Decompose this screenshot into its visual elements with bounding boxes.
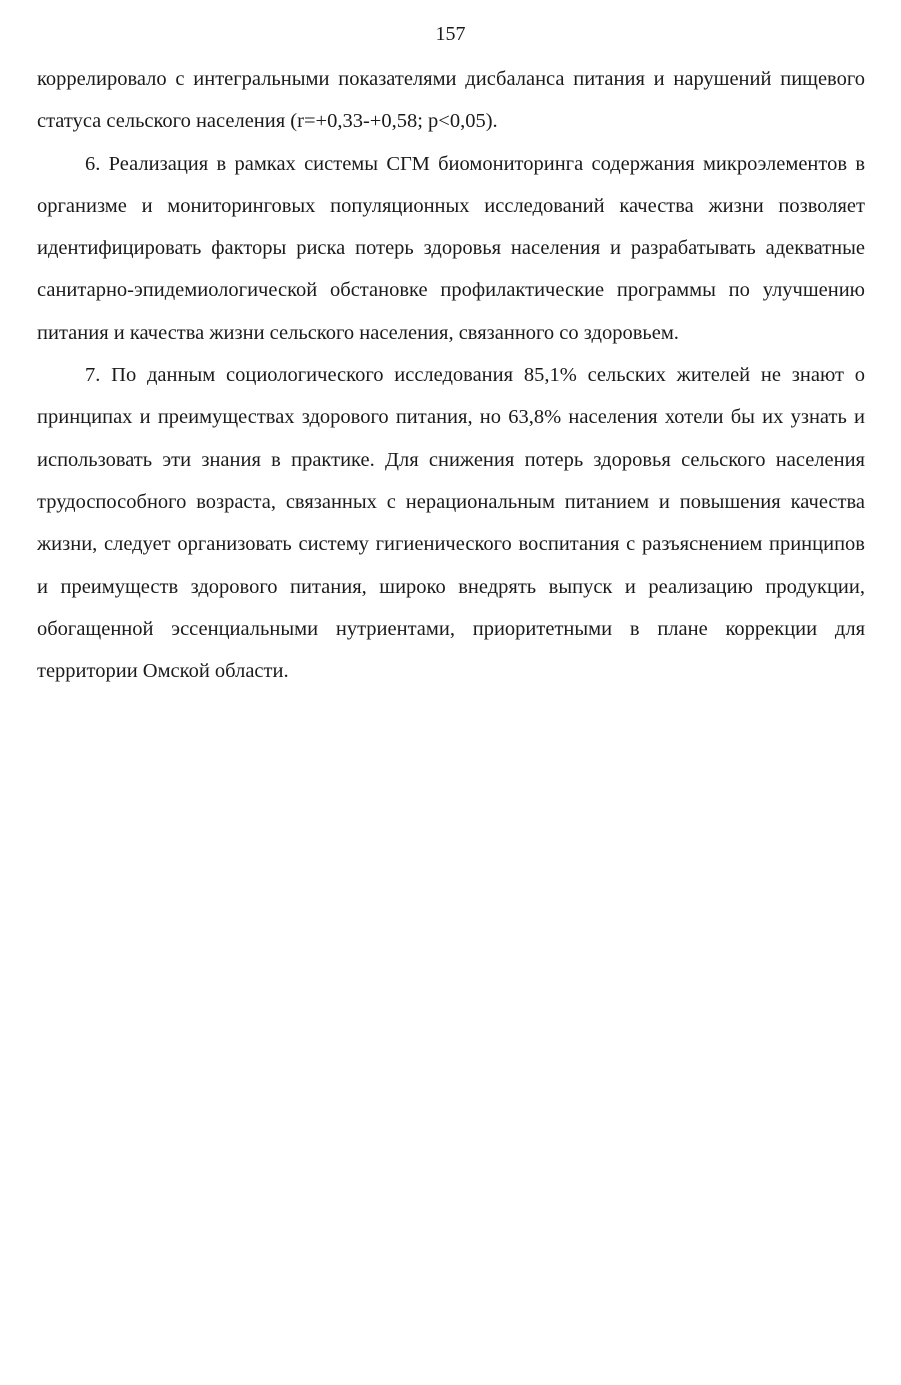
paragraph-item-7: 7. По данным социологического исследования 85,1% сельских жителей не знают о принципах и преимуществах здорового питания, но 63,8% населения хотели бы их узнать и использовать эти знания в практике. Для снижения потерь здоровья сельского населения трудоспособного возраста, связанных с нерациональным питанием и повышения качества жизни, следует организовать систему гигиенического воспитания с разъяснением принципов и преимуществ здорового питания, широко внедрять выпуск и реализацию продукции, обогащенной эссенциальными нутриентами, приоритетными в плане коррекции для территории Омской области.	[37, 364, 865, 683]
paragraph-continuation: коррелировало с интегральными показателями дисбаланса питания и нарушений пищевого статуса сельского населения (r=+0,33-+0,58; p<0,05).	[37, 68, 865, 133]
paragraph-item-6: 6. Реализация в рамках системы СГМ биомониторинга содержания микроэлементов в организме и мониторинговых популяционных исследований качества жизни позволяет идентифицировать факторы риска потерь здоровья населения и разрабатывать адекватные санитарно-эпидемиологической обстановке профилактические программы по улучшению питания и качества жизни сельского населения, связанного со здоровьем.	[37, 152, 865, 344]
page-number: 157	[435, 23, 466, 45]
body-text	[37, 58, 865, 692]
